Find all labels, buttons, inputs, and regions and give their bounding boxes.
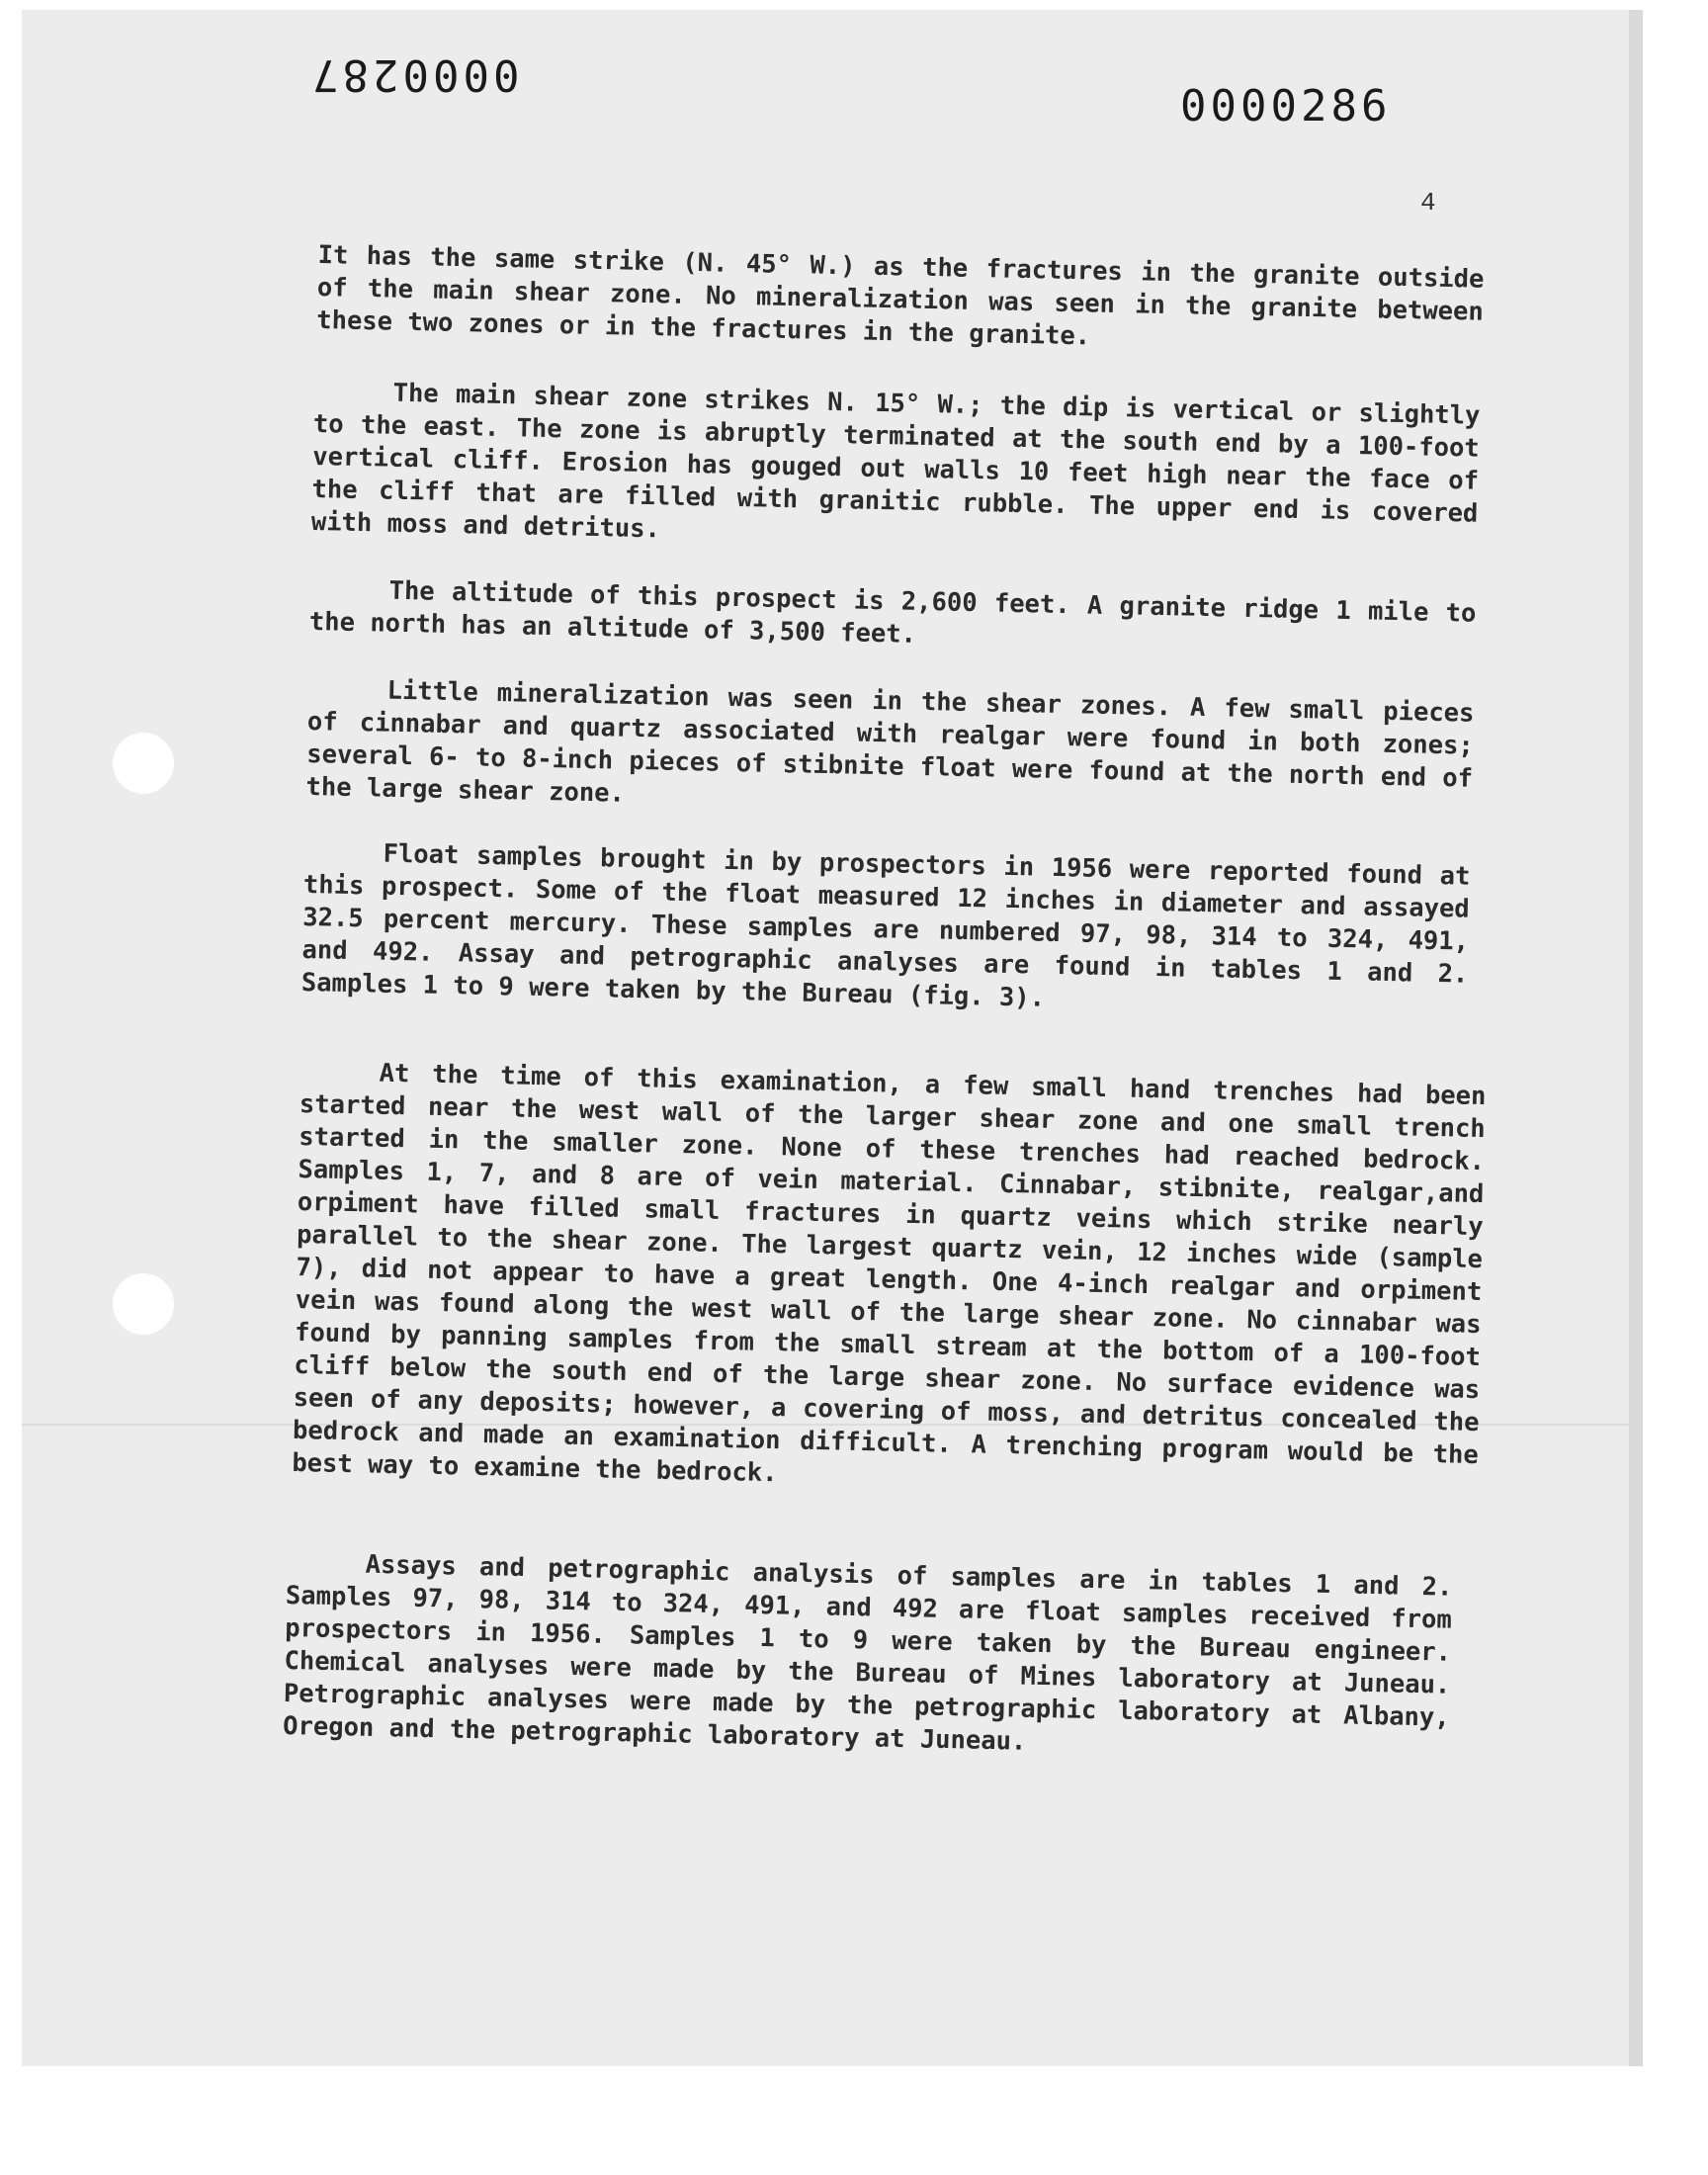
sheet-shadow-edge	[1629, 10, 1643, 2066]
paragraph-main-shear-zone: The main shear zone strikes N. 15° W.; the dip is vertical or slightly to the east. The zone is abruptly terminated at the south end by a 100-foot vertical cliff. Erosion has gouged out walls 10 feet high near the face of the cliff that are filled with granitic rubble. The upper end is covered with moss and detritus.	[310, 378, 1481, 545]
bates-stamp-inverted: 0000287	[308, 49, 520, 100]
punch-hole	[113, 1273, 174, 1335]
bates-stamp: 0000286	[1180, 81, 1392, 131]
punch-hole	[113, 733, 174, 794]
scanned-page	[22, 10, 1643, 2066]
page-number: 4	[1420, 188, 1436, 218]
scan-bottom-margin	[0, 2066, 1708, 2175]
paragraph-float-samples: Float samples brought in by prospectors in 1956 were reported found at this prospect. Some of the float measured 12 inches in diameter and assayed 32.5 percent mercury. These samples are numbered 97, 98, 314 to 324, 491, and 492. Assay and petrographic analyses are found in tables 1 and 2. Samples 1 to 9 were taken by the Bureau (fig. 3).	[300, 838, 1471, 1013]
paragraph-strike-continuation: It has the same strike (N. 45° W.) as the fractures in the granite outside of the main shear zone. No mineralization was seen in the granite between these two zones or in the fractures in the granite.	[315, 239, 1485, 352]
paragraph-assays: Assays and petrographic analysis of samples are in tables 1 and 2. Samples 97, 98, 314 to 324, 491, and 492 are float samples received from prospectors in 1956. Samples 1 to 9 were taken by the Bureau engineer. Chemical analyses were made by the Bureau of Mines laboratory at Juneau. Petrographic analyses were made by the petrographic laboratory at Albany, Oregon and the petrographic laboratory at Juneau.	[282, 1549, 1453, 1757]
paragraph-examination: At the time of this examination, a few small hand trenches had been started near the west wall of the larger shear zone and one small trench started in the smaller zone. None of these trenches had reached bedrock. Samples 1, 7, and 8 are of vein material. Cinnabar, stibnite, realgar,and orpiment have filled small fractures in quartz veins which strike nearly parallel to the shear zone. The largest quartz vein, 12 inches wide (sample 7), did not appear to have a great length. One 4-inch realgar and orpiment vein was found along the west wall of the large shear zone. No cinnabar was found by panning samples from the small stream at the bottom of a 100-foot cliff below the south end of the large shear zone. No surface evidence was seen of any deposits; however, a covering of moss, and detritus concealed the bedrock and made an examination difficult. A trenching program would be the best way to examine the bedrock.	[292, 1058, 1487, 1489]
paragraph-mineralization: Little mineralization was seen in the shear zones. A few small pieces of cinnabar and quartz associated with realgar were found in both zones; several 6- to 8-inch pieces of stibnite float were found at the north end of the large shear zone.	[305, 675, 1475, 809]
paragraph-altitude: The altitude of this prospect is 2,600 feet. A granite ridge 1 mile to the north has an altitude of 3,500 feet.	[308, 575, 1477, 650]
